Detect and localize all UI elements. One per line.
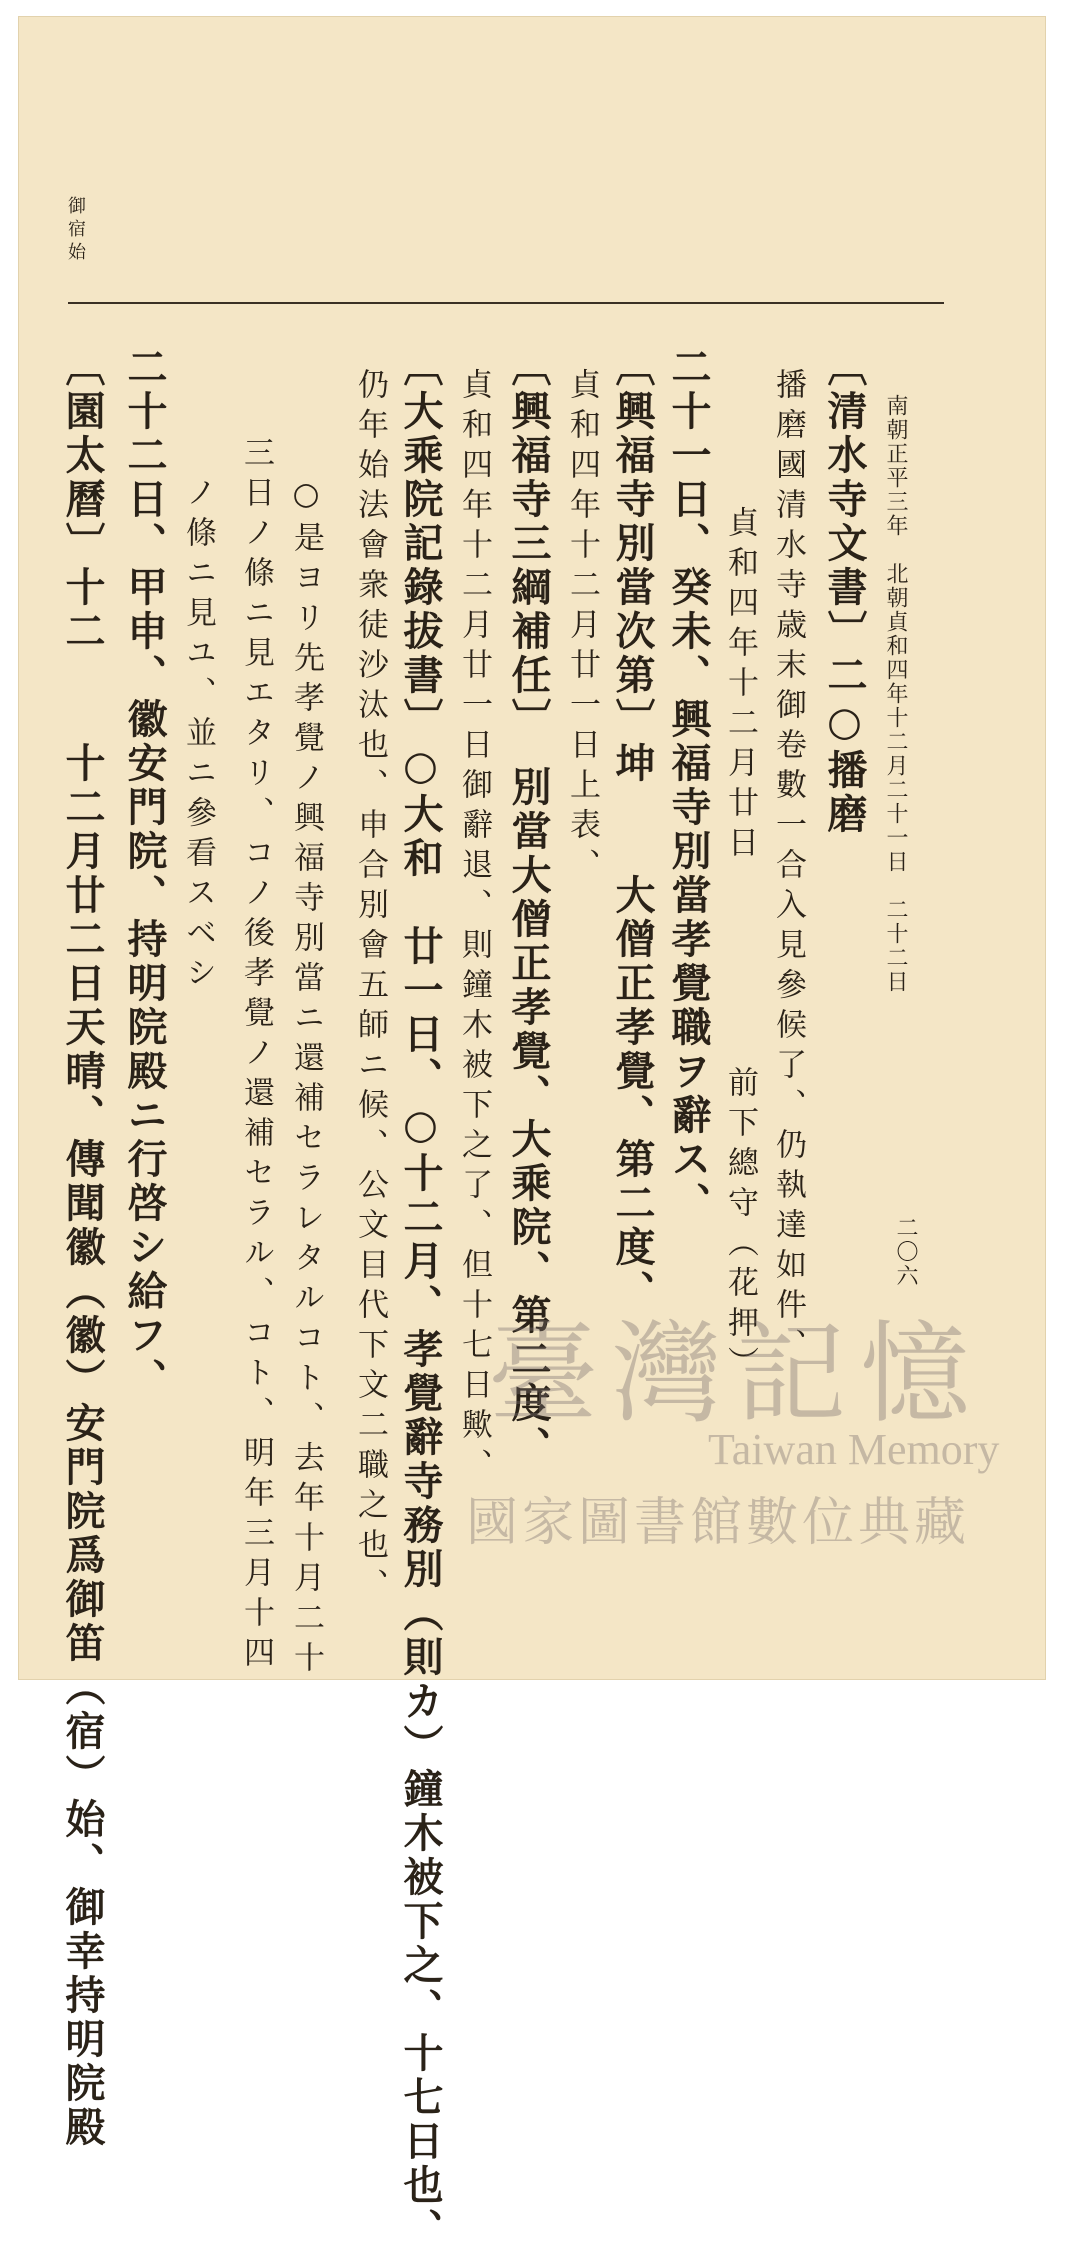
text-column-6: 貞和四年十二月廿一日上表、 [564, 368, 600, 888]
margin-rule [68, 302, 944, 304]
watermark-chinese: 臺灣記憶 [488, 1310, 984, 1438]
page-number: 二〇六 [893, 1216, 918, 1288]
text-column-11: ○是ヨリ先孝覺ノ興福寺別當ニ還補セラレタルコト、去年十月二十 [288, 476, 324, 1681]
text-column-2: 播磨國清水寺歳末御卷數一合入見參候了、仍執達如件、 [770, 368, 806, 1368]
document-page [18, 16, 1046, 2252]
text-column-8: 貞和四年十二月廿一日御辭退、則鐘木被下之了、但十七日歟、 [456, 368, 492, 1488]
text-column-3: 貞和四年十二月廿日 前下總守（花押） [722, 506, 758, 1386]
watermark-library: 國家圖書館數位典藏 [466, 1494, 971, 1552]
text-column-5: 〔興福寺別當次第〕坤 大僧正孝覺、第二度、 [609, 346, 656, 1314]
text-column-13: ノ條ニ見ユ、並ニ參看スベシ [180, 476, 216, 996]
text-column-15: 〔園太曆〕十二 十二月廿二日天晴、傳聞徽（徽）安門院爲御笛（宿）始、御幸持明院殿 [59, 346, 106, 2150]
text-column-14: 二十二日、甲申、徽安門院、持明院殿ニ行啓シ給フ、 [121, 346, 168, 1402]
text-column-1: 〔清水寺文書〕二○播磨 [821, 346, 868, 837]
side-title: 御宿始 [65, 196, 86, 265]
text-column-9: 〔大乘院記錄拔書〕○大和 廿一日、○十二月、孝覺辭寺務別（則カ）鐘木被下之、十七日也、 [397, 346, 444, 2252]
text-column-7: 〔興福寺三綱補任〕 別當大僧正孝覺、大乘院、第二度、 [505, 346, 552, 1470]
text-column-10: 仍年始法會衆徒沙汰也、申合別會五師ニ候、公文目代下文二職之也、 [352, 368, 388, 1608]
text-column-4: 二十一日、癸未、興福寺別當孝覺職ヲ辭ス、 [665, 346, 712, 1226]
text-column-12: 三日ノ條ニ見エタリ、コノ後孝覺ノ還補セラル、コト、明年三月十四 [238, 436, 274, 1676]
watermark-english: Taiwan Memory [708, 1425, 1000, 1474]
page-header: 南朝正平三年 北朝貞和四年十二月二十一日 二十二日 [883, 394, 908, 994]
